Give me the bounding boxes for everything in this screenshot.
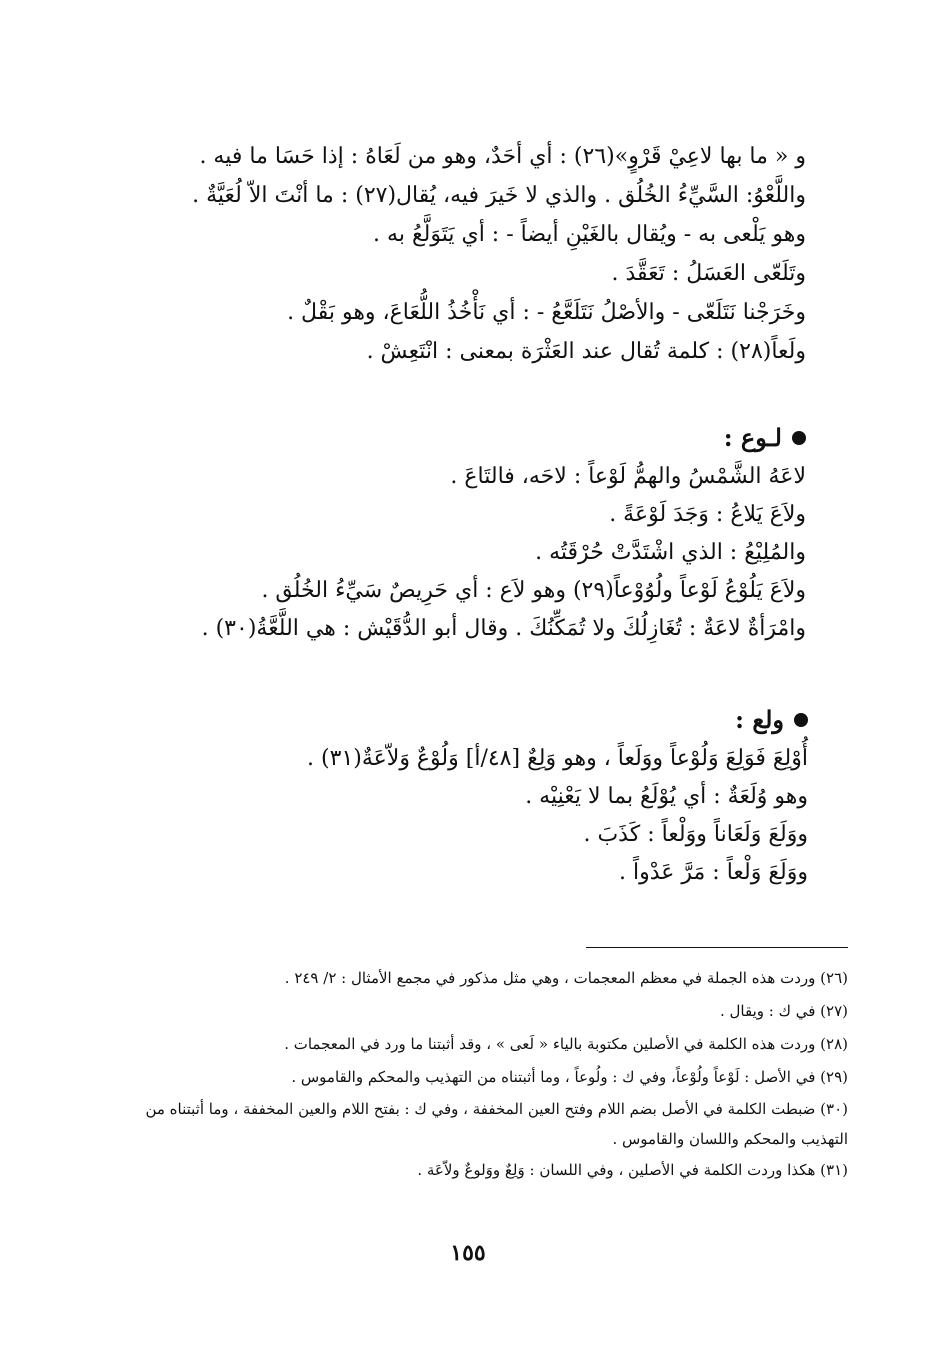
footnote: (٢٨) وردت هذه الكلمة في الأصلين مكتوبة بالياء « لَعى » ، وقد أثبتنا ما ورد في المعجمات . [284,1035,848,1053]
bullet-icon [792,431,806,445]
bullet-icon [794,713,808,727]
entry-lwa-section [106,418,806,648]
text-line: وخَرَجْنا نَتَلَعّى - والأصْلُ نَتَلَعَّعُ - : أي نَأْخُذُ اللُّعَاعَ، وهو بَقْلٌ . [287,300,806,325]
text-line: ولاَعَ يَلُوْعُ لَوْعاً ولُوُوْعاً(٢٩) وهو لاَع : أي حَرِيصٌ سَيِّءُ الخُلُق . [261,578,806,603]
footnotes [128,962,848,1187]
entry-wala-section [108,700,808,892]
text-line: أُوْلِعَ فَوَلِعَ وَلُوْعاً ووَلَعاً ، وهو وَلِعٌ [٤٨/أ] وَلُوْعٌ وَلاّعَةٌ(٣١) . [307,746,808,771]
text-line: لاعَهُ الشَّمْسُ والهمُّ لَوْعاً : لاحَه، فالتَاعَ . [450,464,806,489]
footnote-divider [586,947,848,948]
footnote: (٢٩) في الأصل : لَوْعاً ولُوْعاً، وفي ك : ولُوعاً ، وما أثبتناه من التهذيب والمحكم والقاموس . [291,1068,848,1086]
text-line: و « ما بها لاعِيْ قَرْوٍ»(٢٦) : أي أحَدٌ، وهو من لَعَاهُ : إذا حَسَا ما فيه . [199,144,806,169]
text-line: وهو يَلْعى به - ويُقال بالغَيْنِ أيضاً - : أي يَتَوَلَّعُ به . [373,222,806,247]
text-line: وتَلَعّى العَسَلُ : تَعَقَّدَ . [611,261,806,286]
text-line: واللَّعْوُ: السَّيِّءُ الخُلُق . والذي لا خَيرَ فيه، يُقال(٢٧) : ما أنْتَ الاّ لُعَيَّةٌ . [192,183,806,208]
footnote: (٣١) هكذا وردت الكلمة في الأصلين ، وفي اللسان : وَلِعٌ ووَلوعٌ ولاّعَة . [417,1161,848,1179]
footnote: (٢٦) وردت هذه الجملة في معظم المعجمات ، وهي مثل مذكور في مجمع الأمثال : ٢/ ٢٤٩ . [284,969,848,987]
text-line: وامْرَأةٌ لاعَةٌ : تُغَازِلُكَ ولا تُمَكِّنُكَ . وقال أبو الدُّقَيْش : هي اللَّعَّةُ(٣٠) . [201,616,806,641]
text-line: ووَلَعَ وَلْعاً : مَرَّ عَدْواً . [618,860,808,885]
text-line: ولاَعَ يَلاعُ : وَجَدَ لَوْعَةً . [609,502,806,527]
page-number: ١٥٥ [450,1240,486,1266]
footnote: (٢٧) في ك : ويقال . [719,1002,848,1020]
section-heading-label: لـوع : [723,423,782,452]
text-line: ولَعاً(٢٨) : كلمة تُقال عند العَثْرَة بمعنى : انْتَعِشْ . [366,339,806,364]
text-line: والمُلِيْعُ : الذي اشْتَدَّتْ حُرْقَتُه . [535,540,806,565]
entry-lwy-block [106,138,806,372]
text-line: ووَلَعَ وَلَعَاناً ووَلْعاً : كَذَبَ . [583,822,808,847]
section-heading [108,700,808,740]
section-heading [106,418,806,458]
text-line: وهو وُلَعَةٌ : أي يُوْلَعُ بما لا يَعْنِيْه . [525,784,808,809]
footnote: (٣٠) ضبطت الكلمة في الأصل بضم اللام وفتح العين المخففة ، وفي ك : بفتح اللام والعين المخففة ، وما أثبتناه من التهذيب والمحكم واللسان والقاموس . [145,1100,848,1148]
section-heading-label: ولع : [735,705,784,734]
